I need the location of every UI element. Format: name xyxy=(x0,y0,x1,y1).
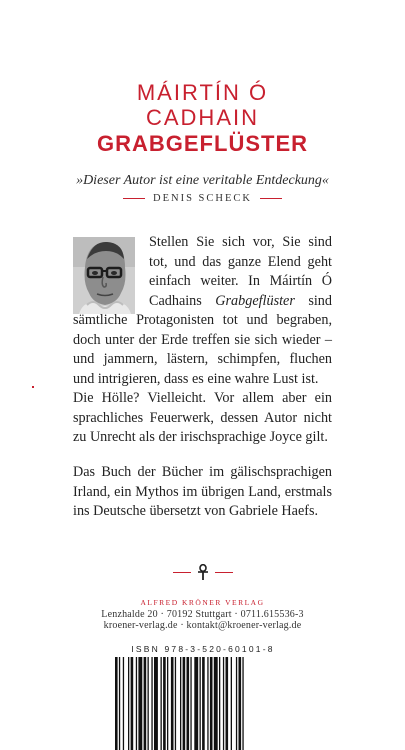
barcode-image xyxy=(113,657,293,750)
divider-ornament xyxy=(0,564,405,580)
blurb-paragraph-2: Die Hölle? Vielleicht. Vor allem aber ein sprachliches Feuerwerk, dessen Autor nicht zu Unrecht als der irischsprachige Joyce gilt. xyxy=(73,390,332,445)
publisher-name: ALFRED KRÖNER VERLAG xyxy=(140,598,265,607)
blurb-p1-text-end: sind sämtliche Protagonisten tot und begraben, doch unter der Erde treffen sie sich wieder – und jammern, lästern, schimpfen, fluchen und intrigieren, dass es eine wahre Lust ist. xyxy=(73,292,332,387)
blurb-paragraph-3: Das Buch der Bücher im gälischsprachigen Irland, ein Mythos im übrigen Land, erstmals ins Deutsche übersetzt von Gabriele Haefs. xyxy=(73,464,332,519)
stray-mark xyxy=(32,386,34,388)
left-dash xyxy=(123,198,145,199)
publisher-contact: kroener-verlag.de · kontakt@kroener-verlag.de xyxy=(103,620,302,631)
author-name-line-2: CADHAIN xyxy=(145,105,259,130)
blurb-book-title: Grabgeflüster xyxy=(215,292,295,309)
book-title: GRABGEFLÜSTER xyxy=(97,131,308,156)
author-name-line-1: MÁIRTÍN Ó xyxy=(136,80,269,105)
right-dash xyxy=(260,198,282,199)
ankh-cross-icon xyxy=(197,564,209,580)
review-quote: »Dieser Autor ist eine veritable Entdeckung« xyxy=(76,173,329,188)
blurb-paragraph-1 xyxy=(73,233,332,389)
blurb-p1-text: Stellen Sie sich vor, Sie sind tot, und das ganze Elend geht einfach weiter. In Máirtín Ó Cadhains xyxy=(149,234,332,309)
quote-author: DENIS SCHECK xyxy=(153,193,252,204)
isbn-number: ISBN 978-3-520-60101-8 xyxy=(131,644,275,654)
publisher-address: Lenzhalde 20 · 70192 Stuttgart · 0711.615536-3 xyxy=(101,609,304,620)
quote-source xyxy=(0,193,405,204)
